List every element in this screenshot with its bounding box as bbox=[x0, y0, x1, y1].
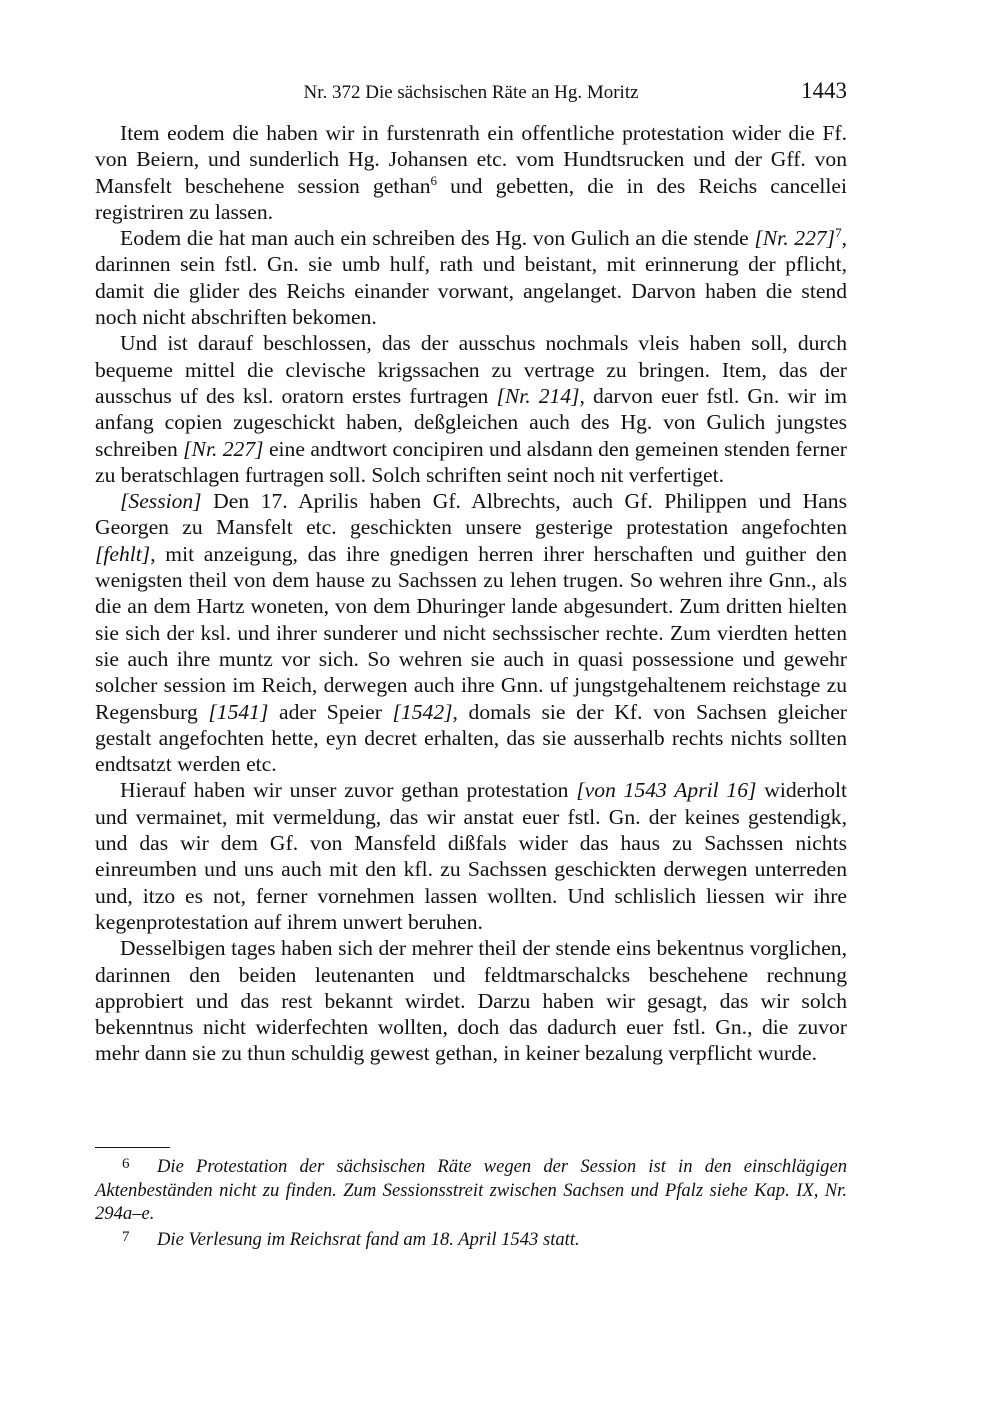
main-text bbox=[95, 120, 847, 1067]
text-run: und gebetten, die in des Reichs cancellei registriren zu lassen. bbox=[95, 173, 848, 224]
footnote-ref: 6 bbox=[430, 172, 437, 188]
editorial-note: [Session] bbox=[120, 489, 202, 514]
text-run: , domals sie der Kf. von Sachsen gleicher gestalt angefochten hette, eyn decret erhalten, das sie ausserhalb rechts nichts sollten endtsatzt werden etc. bbox=[95, 699, 847, 777]
paragraph bbox=[95, 488, 847, 777]
text-run: Den 17. Aprilis haben Gf. Albrechts, auch Gf. Philippen und Hans Georgen zu Mansfelt etc. geschickten unsere gesterige protestation angefochten bbox=[95, 489, 847, 540]
editorial-note: [1541] bbox=[208, 699, 269, 724]
editorial-note: [Nr. 214], bbox=[496, 383, 585, 408]
footnote-number: 6 bbox=[122, 1156, 130, 1172]
page-header bbox=[95, 78, 847, 108]
text-run: Desselbigen tages haben sich der mehrer theil der stende eins bekentnus vorglichen, darinnen den beiden leutenanten und feldtmarschalcks beschehene rechnung approbiert und das rest bekannt wirdet. Darzu haben wir gesagt, das wir solch bekenntnus nicht widerfechten wollten, doch das dadurch euer fstl. Gn., die zuvor mehr dann sie zu thun schuldig gewest gethan, in keiner bezalung verpflicht wurde. bbox=[95, 936, 847, 1066]
paragraph bbox=[95, 120, 847, 225]
footnote-number: 7 bbox=[122, 1228, 130, 1245]
paragraph bbox=[95, 330, 847, 488]
text-run: darvon euer fstl. Gn. wir im anfang copien zugeschickt haben, deßgleichen auch des Hg. von Gulich jungstes schreiben bbox=[95, 383, 847, 461]
footnote-ref: 7 bbox=[835, 225, 842, 240]
editorial-note: [Nr. 227] bbox=[183, 436, 264, 461]
footnote bbox=[95, 1226, 847, 1252]
text-run: , mit anzeigung, das ihre gnedigen herren ihrer herschaften und guither den wenigsten theil von dem hause zu Sachssen zu lehen trugen. So wehren ihre Gnn., als die an dem Hartz woneten, von dem Dhuringer lande abgesundert. Zum dritten hielten sie sich der ksl. und ihrer sunderer und nicht sechssischer rechte. Zum vierdten hetten sie auch ihre muntz vor sich. So wehren sie auch in quasi possessione und gewehr solcher session im Reich, derwegen auch ihre Gnn. uf jungstgehaltenem reichstage zu Regensburg bbox=[95, 541, 847, 724]
text-run: Eodem die hat man auch ein schreiben des Hg. von Gulich an die stende bbox=[120, 226, 755, 251]
footnote-separator bbox=[95, 1147, 170, 1148]
editorial-note: , bbox=[841, 226, 847, 251]
paragraph bbox=[95, 225, 847, 330]
footnote bbox=[95, 1153, 847, 1226]
footnote-text: Die Protestation der sächsischen Räte wegen der Session ist in den einschlägigen Aktenbeständen nicht zu finden. Zum Sessionsstreit zwischen Sachsen und Pfalz siehe Kap. IX, Nr. 294a–e. bbox=[95, 1156, 847, 1224]
paragraph bbox=[95, 935, 847, 1066]
text-run: Und ist darauf beschlossen, das der ausschus nochmals vleis haben soll, durch bequeme mittel die clevische krigssachen zu vertrage zu bringen. Item, das der ausschus uf des ksl. oratorn erstes furtragen bbox=[95, 331, 847, 408]
editorial-note: [fehlt] bbox=[95, 541, 151, 566]
text-run: widerholt und vermainet, mit vermeldung, das wir anstat euer fstl. Gn. der keines gestendigk, und das wir dem Gf. von Mansfeld dißfals wider das haus zu Sachssen nichts einreumben und uns auch mit den kfl. zu Sachssen geschickten derwegen unterreden und, itzo es not, ferner vornehmen lassen wollten. Und schlislich liessen wir ihre kegenprotestation auf ihrem unwert beruhen. bbox=[95, 778, 847, 934]
text-run: darinnen sein fstl. Gn. sie umb hulf, rath und beistant, mit erinnerung der pflicht, damit die glider des Reichs einander vorwant, angelanget. Darvon haben die stend noch nicht abschriften bekomen. bbox=[95, 252, 847, 330]
editorial-note: [Nr. 227] bbox=[754, 226, 836, 251]
paragraph bbox=[95, 777, 847, 935]
running-title: Nr. 372 Die sächsischen Räte an Hg. Moritz bbox=[303, 82, 639, 103]
text-run: Hierauf haben wir unser zuvor gethan protestation bbox=[120, 778, 577, 803]
text-run: Item eodem die haben wir in furstenrath ein offentliche protestation wider die Ff. von Beiern, und sunderlich Hg. Johansen etc. vom Hundtsrucken und der Gff. von Mansfelt beschehene session gethan bbox=[95, 121, 847, 198]
page-number: 1443 bbox=[801, 78, 847, 103]
footnotes bbox=[95, 1153, 847, 1251]
text-run: eine andtwort concipiren und alsdann den gemeinen stenden ferner zu beratschlagen furtragen soll. Solch schriften seint noch nit verfertiget. bbox=[95, 436, 847, 487]
editorial-note: [von 1543 April 16] bbox=[576, 778, 757, 803]
editorial-note: [1542] bbox=[392, 699, 453, 724]
footnote-text: Die Verlesung im Reichsrat fand am 18. April 1543 statt. bbox=[157, 1228, 580, 1250]
text-run: ader Speier bbox=[268, 699, 393, 724]
